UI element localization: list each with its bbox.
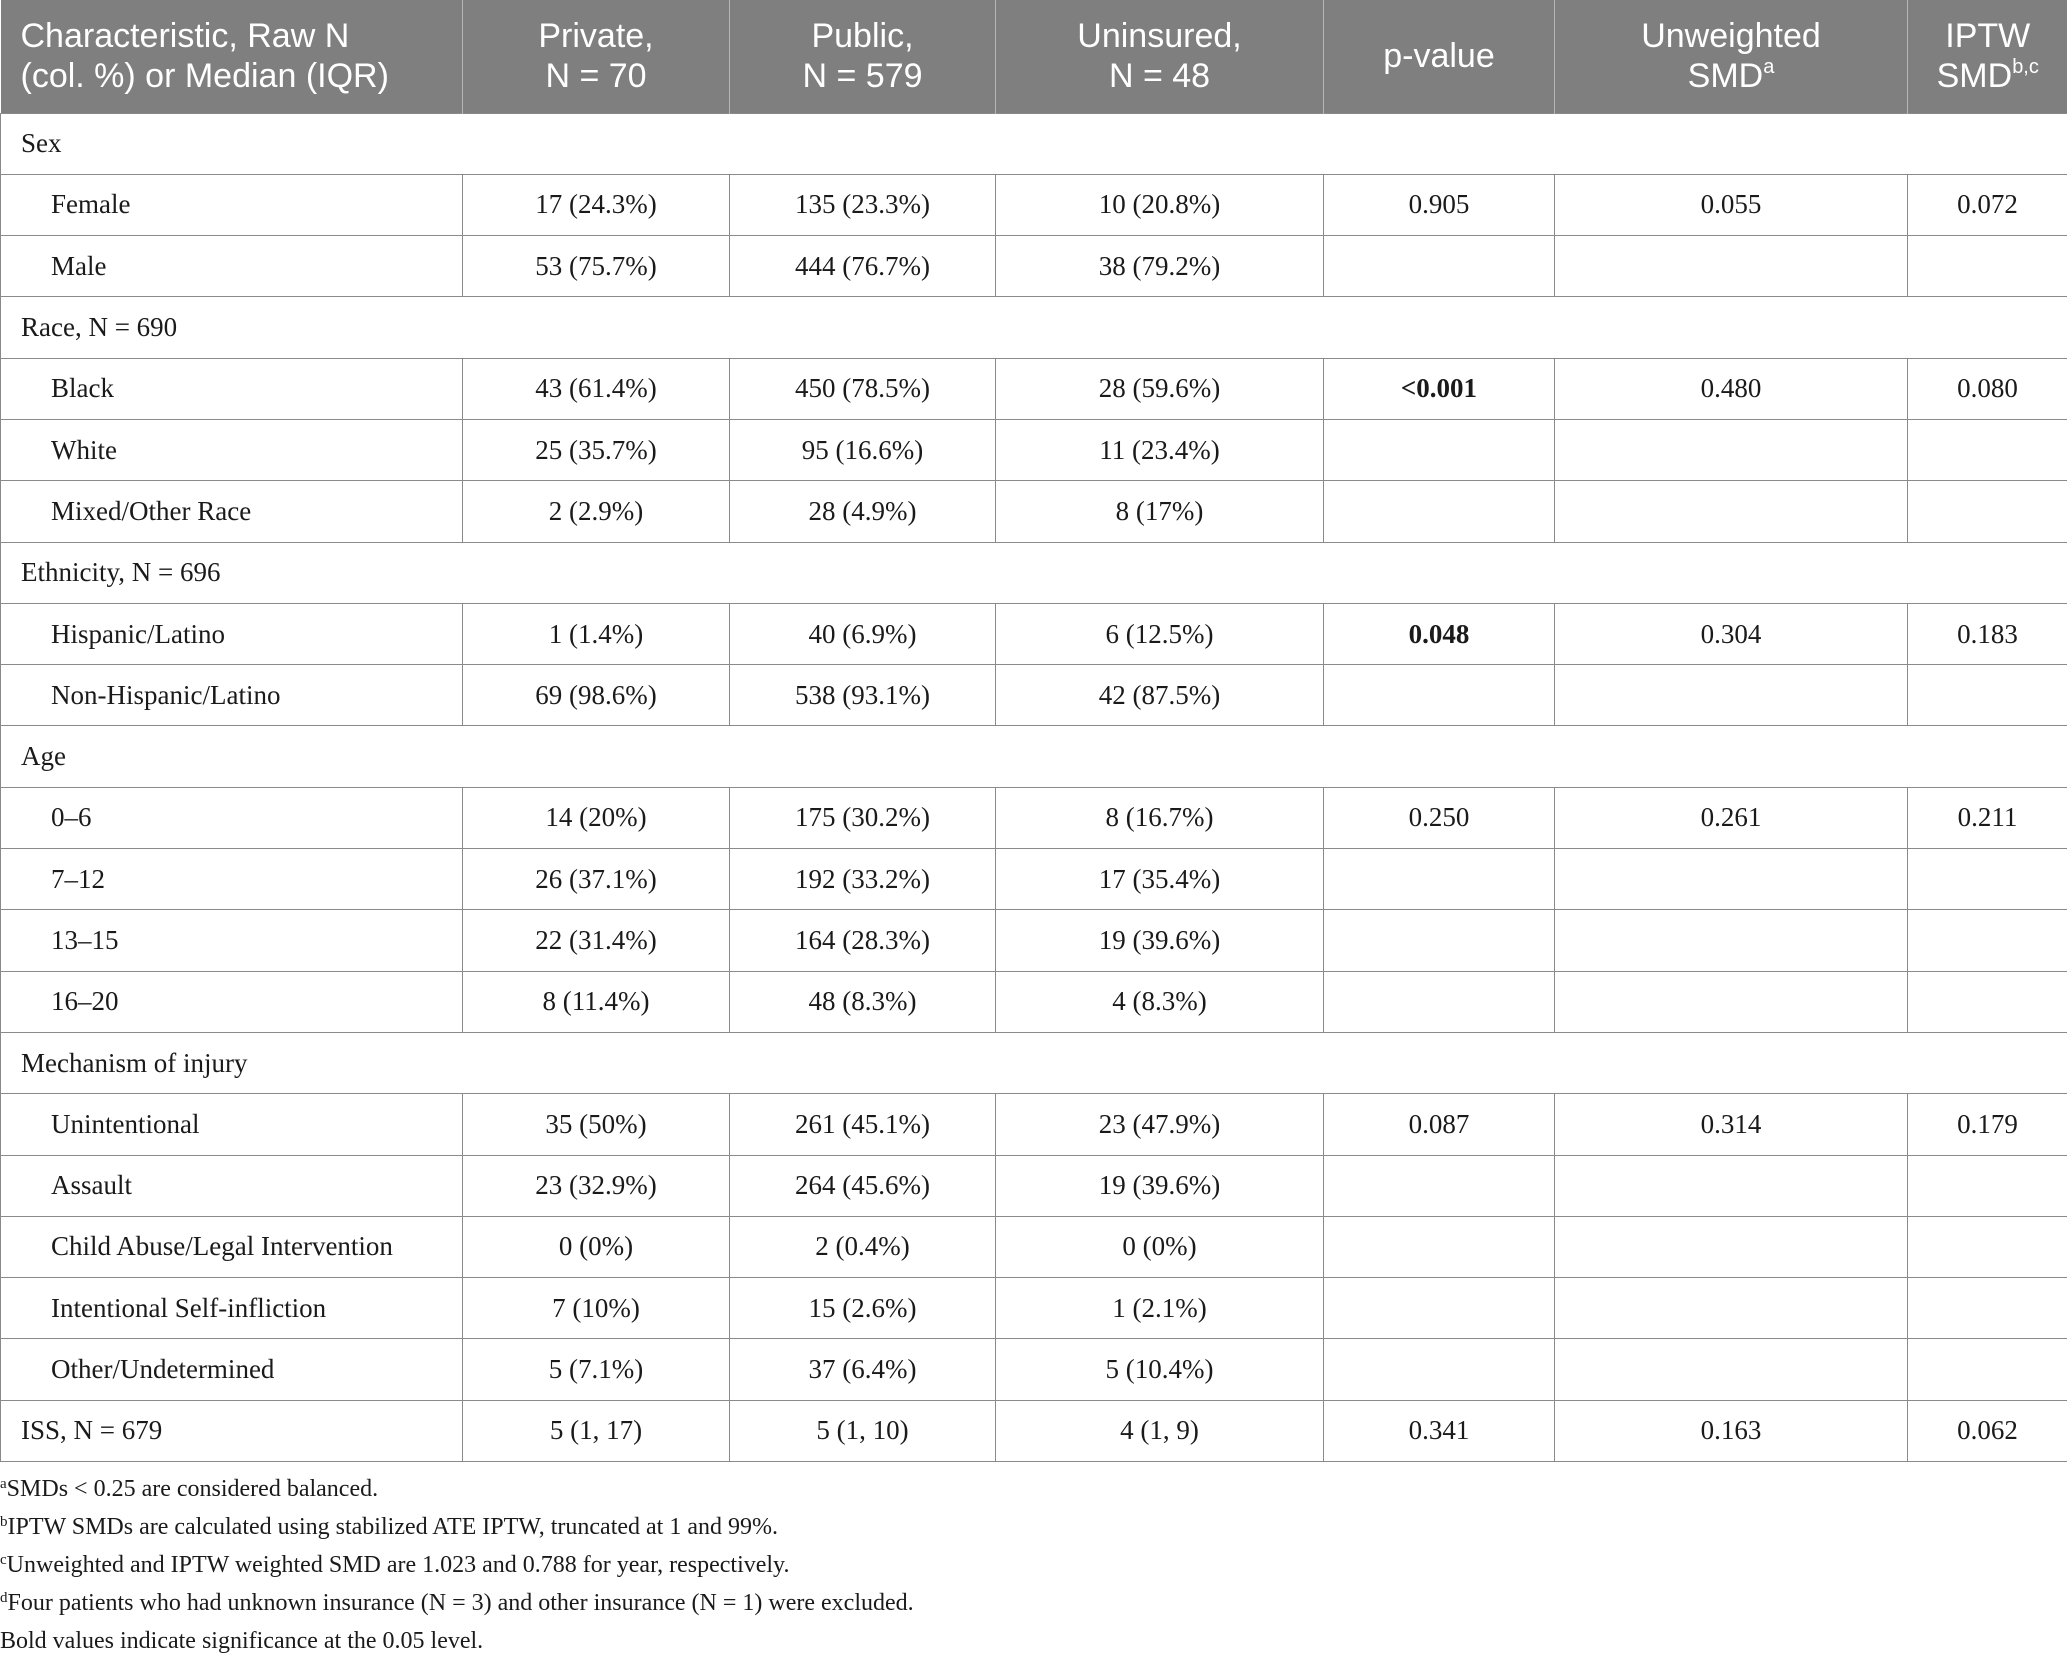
cell-pvalue: 0.905 bbox=[1324, 174, 1555, 235]
cell-private: 69 (98.6%) bbox=[463, 665, 730, 726]
cell-pvalue bbox=[1324, 236, 1555, 297]
row-label: 0–6 bbox=[1, 787, 463, 848]
cell-unweighted-smd: 0.304 bbox=[1555, 603, 1908, 664]
cell-uninsured: 19 (39.6%) bbox=[996, 910, 1324, 971]
cell-private: 53 (75.7%) bbox=[463, 236, 730, 297]
cell-pvalue: 0.341 bbox=[1324, 1400, 1555, 1461]
cell-uninsured: 6 (12.5%) bbox=[996, 603, 1324, 664]
group-row-race: Race, N = 690 bbox=[1, 297, 2067, 358]
cell-unweighted-smd bbox=[1555, 1278, 1908, 1339]
row-label: Female bbox=[1, 174, 463, 235]
cell-public: 48 (8.3%) bbox=[730, 971, 996, 1032]
table-row bbox=[1, 1094, 2067, 1155]
table-row bbox=[1, 603, 2067, 664]
cell-unweighted-smd bbox=[1555, 419, 1908, 480]
cell-private: 2 (2.9%) bbox=[463, 481, 730, 542]
cell-iptw-smd bbox=[1908, 481, 2067, 542]
row-label: Child Abuse/Legal Intervention bbox=[1, 1216, 463, 1277]
cell-iptw-smd bbox=[1908, 849, 2067, 910]
row-label: 13–15 bbox=[1, 910, 463, 971]
cell-private: 25 (35.7%) bbox=[463, 419, 730, 480]
header-row bbox=[1, 0, 2067, 113]
cell-public: 15 (2.6%) bbox=[730, 1278, 996, 1339]
cell-unweighted-smd bbox=[1555, 849, 1908, 910]
cell-pvalue bbox=[1324, 1155, 1555, 1216]
group-row-ethnicity: Ethnicity, N = 696 bbox=[1, 542, 2067, 603]
cell-public: 95 (16.6%) bbox=[730, 419, 996, 480]
table-row bbox=[1, 1155, 2067, 1216]
header-pvalue: p-value bbox=[1324, 0, 1555, 113]
table-row bbox=[1, 849, 2067, 910]
cell-uninsured: 1 (2.1%) bbox=[996, 1278, 1324, 1339]
footnote-d: $^d$Four patients who had unknown insurance (N = 3) and other insurance (N = 1) were excluded. bbox=[0, 1590, 914, 1616]
cell-public: 28 (4.9%) bbox=[730, 481, 996, 542]
row-label: 16–20 bbox=[1, 971, 463, 1032]
cell-pvalue bbox=[1324, 481, 1555, 542]
cell-unweighted-smd bbox=[1555, 236, 1908, 297]
cell-public: 450 (78.5%) bbox=[730, 358, 996, 419]
row-label: Mixed/Other Race bbox=[1, 481, 463, 542]
cell-public: 40 (6.9%) bbox=[730, 603, 996, 664]
cell-iptw-smd bbox=[1908, 971, 2067, 1032]
cell-iptw-smd: 0.080 bbox=[1908, 358, 2067, 419]
cell-private: 5 (1, 17) bbox=[463, 1400, 730, 1461]
cell-private: 0 (0%) bbox=[463, 1216, 730, 1277]
cell-uninsured: 4 (8.3%) bbox=[996, 971, 1324, 1032]
table-row-iss bbox=[1, 1400, 2067, 1461]
cell-public: 175 (30.2%) bbox=[730, 787, 996, 848]
row-label: ISS, N = 679 bbox=[1, 1400, 463, 1461]
table-row bbox=[1, 787, 2067, 848]
cell-uninsured: 42 (87.5%) bbox=[996, 665, 1324, 726]
cell-iptw-smd bbox=[1908, 1278, 2067, 1339]
cell-uninsured: 11 (23.4%) bbox=[996, 419, 1324, 480]
cell-iptw-smd bbox=[1908, 419, 2067, 480]
cell-unweighted-smd bbox=[1555, 1339, 1908, 1400]
cell-iptw-smd bbox=[1908, 910, 2067, 971]
row-label: Other/Undetermined bbox=[1, 1339, 463, 1400]
cell-unweighted-smd: 0.055 bbox=[1555, 174, 1908, 235]
cell-private: 7 (10%) bbox=[463, 1278, 730, 1339]
row-label: Male bbox=[1, 236, 463, 297]
cell-private: 26 (37.1%) bbox=[463, 849, 730, 910]
cell-unweighted-smd bbox=[1555, 481, 1908, 542]
row-label: Intentional Self-infliction bbox=[1, 1278, 463, 1339]
cell-uninsured: 38 (79.2%) bbox=[996, 236, 1324, 297]
header-uninsured: Uninsured, N = 48 bbox=[996, 0, 1324, 113]
cell-public: 444 (76.7%) bbox=[730, 236, 996, 297]
cell-iptw-smd: 0.211 bbox=[1908, 787, 2067, 848]
cell-uninsured: 19 (39.6%) bbox=[996, 1155, 1324, 1216]
cell-pvalue: <0.001 bbox=[1324, 358, 1555, 419]
cell-unweighted-smd bbox=[1555, 971, 1908, 1032]
footnote-bold-note: Bold values indicate significance at the 0.05 level. bbox=[0, 1628, 484, 1654]
cell-uninsured: 4 (1, 9) bbox=[996, 1400, 1324, 1461]
cell-private: 22 (31.4%) bbox=[463, 910, 730, 971]
cell-unweighted-smd bbox=[1555, 1216, 1908, 1277]
footnote-a: $^a$SMDs < 0.25 are considered balanced. bbox=[0, 1476, 379, 1502]
cell-pvalue: 0.048 bbox=[1324, 603, 1555, 664]
cell-uninsured: 28 (59.6%) bbox=[996, 358, 1324, 419]
cell-unweighted-smd bbox=[1555, 665, 1908, 726]
cell-iptw-smd: 0.072 bbox=[1908, 174, 2067, 235]
cell-private: 23 (32.9%) bbox=[463, 1155, 730, 1216]
cell-pvalue bbox=[1324, 665, 1555, 726]
cell-unweighted-smd bbox=[1555, 910, 1908, 971]
cell-pvalue bbox=[1324, 971, 1555, 1032]
row-label: Non-Hispanic/Latino bbox=[1, 665, 463, 726]
row-label: White bbox=[1, 419, 463, 480]
cell-public: 5 (1, 10) bbox=[730, 1400, 996, 1461]
cell-iptw-smd bbox=[1908, 236, 2067, 297]
table-row bbox=[1, 910, 2067, 971]
cell-public: 264 (45.6%) bbox=[730, 1155, 996, 1216]
table-row bbox=[1, 1278, 2067, 1339]
group-row-age: Age bbox=[1, 726, 2067, 787]
footnotes bbox=[0, 1470, 914, 1660]
cell-pvalue bbox=[1324, 849, 1555, 910]
group-row-sex: Sex bbox=[1, 113, 2067, 174]
cell-iptw-smd bbox=[1908, 1216, 2067, 1277]
cell-unweighted-smd: 0.163 bbox=[1555, 1400, 1908, 1461]
row-label: Unintentional bbox=[1, 1094, 463, 1155]
cell-public: 135 (23.3%) bbox=[730, 174, 996, 235]
cell-uninsured: 8 (16.7%) bbox=[996, 787, 1324, 848]
cell-unweighted-smd: 0.314 bbox=[1555, 1094, 1908, 1155]
table-row bbox=[1, 1216, 2067, 1277]
cell-pvalue: 0.250 bbox=[1324, 787, 1555, 848]
table-row bbox=[1, 1339, 2067, 1400]
cell-unweighted-smd bbox=[1555, 1155, 1908, 1216]
cell-uninsured: 17 (35.4%) bbox=[996, 849, 1324, 910]
footnote-b: $^b$IPTW SMDs are calculated using stabilized ATE IPTW, truncated at 1 and 99%. bbox=[0, 1514, 778, 1540]
row-label: Hispanic/Latino bbox=[1, 603, 463, 664]
cell-iptw-smd bbox=[1908, 1155, 2067, 1216]
cell-unweighted-smd: 0.480 bbox=[1555, 358, 1908, 419]
table-row bbox=[1, 236, 2067, 297]
cell-private: 1 (1.4%) bbox=[463, 603, 730, 664]
header-iptw-smd: IPTW SMD$^{b,c}$ bbox=[1908, 0, 2067, 113]
cell-pvalue: 0.087 bbox=[1324, 1094, 1555, 1155]
header-unweighted-smd: Unweighted SMD$^a$ bbox=[1555, 0, 1908, 113]
cell-iptw-smd: 0.179 bbox=[1908, 1094, 2067, 1155]
header-private: Private, N = 70 bbox=[463, 0, 730, 113]
cell-pvalue bbox=[1324, 1278, 1555, 1339]
row-label: Black bbox=[1, 358, 463, 419]
cell-unweighted-smd: 0.261 bbox=[1555, 787, 1908, 848]
cell-public: 2 (0.4%) bbox=[730, 1216, 996, 1277]
header-characteristic: Characteristic, Raw N (col. %) or Median (IQR) bbox=[1, 0, 463, 113]
cell-iptw-smd: 0.062 bbox=[1908, 1400, 2067, 1461]
table-row bbox=[1, 665, 2067, 726]
table-row bbox=[1, 971, 2067, 1032]
cell-uninsured: 8 (17%) bbox=[996, 481, 1324, 542]
cell-iptw-smd bbox=[1908, 1339, 2067, 1400]
header-public: Public, N = 579 bbox=[730, 0, 996, 113]
cell-private: 8 (11.4%) bbox=[463, 971, 730, 1032]
cell-uninsured: 10 (20.8%) bbox=[996, 174, 1324, 235]
cell-pvalue bbox=[1324, 910, 1555, 971]
cell-public: 261 (45.1%) bbox=[730, 1094, 996, 1155]
cell-public: 164 (28.3%) bbox=[730, 910, 996, 971]
cell-iptw-smd bbox=[1908, 665, 2067, 726]
cell-pvalue bbox=[1324, 419, 1555, 480]
cell-private: 17 (24.3%) bbox=[463, 174, 730, 235]
cell-iptw-smd: 0.183 bbox=[1908, 603, 2067, 664]
row-label: Assault bbox=[1, 1155, 463, 1216]
cell-uninsured: 0 (0%) bbox=[996, 1216, 1324, 1277]
row-label: 7–12 bbox=[1, 849, 463, 910]
cell-uninsured: 5 (10.4%) bbox=[996, 1339, 1324, 1400]
table-row bbox=[1, 419, 2067, 480]
group-row-mechanism: Mechanism of injury bbox=[1, 1032, 2067, 1093]
table-row bbox=[1, 174, 2067, 235]
cell-uninsured: 23 (47.9%) bbox=[996, 1094, 1324, 1155]
cell-private: 43 (61.4%) bbox=[463, 358, 730, 419]
cell-public: 192 (33.2%) bbox=[730, 849, 996, 910]
cell-public: 37 (6.4%) bbox=[730, 1339, 996, 1400]
footnote-c: $^c$Unweighted and IPTW weighted SMD are 1.023 and 0.788 for year, respectively. bbox=[0, 1552, 790, 1578]
cell-pvalue bbox=[1324, 1216, 1555, 1277]
cell-private: 35 (50%) bbox=[463, 1094, 730, 1155]
table-row bbox=[1, 358, 2067, 419]
table-row bbox=[1, 481, 2067, 542]
cell-private: 14 (20%) bbox=[463, 787, 730, 848]
cell-private: 5 (7.1%) bbox=[463, 1339, 730, 1400]
cell-public: 538 (93.1%) bbox=[730, 665, 996, 726]
cell-pvalue bbox=[1324, 1339, 1555, 1400]
